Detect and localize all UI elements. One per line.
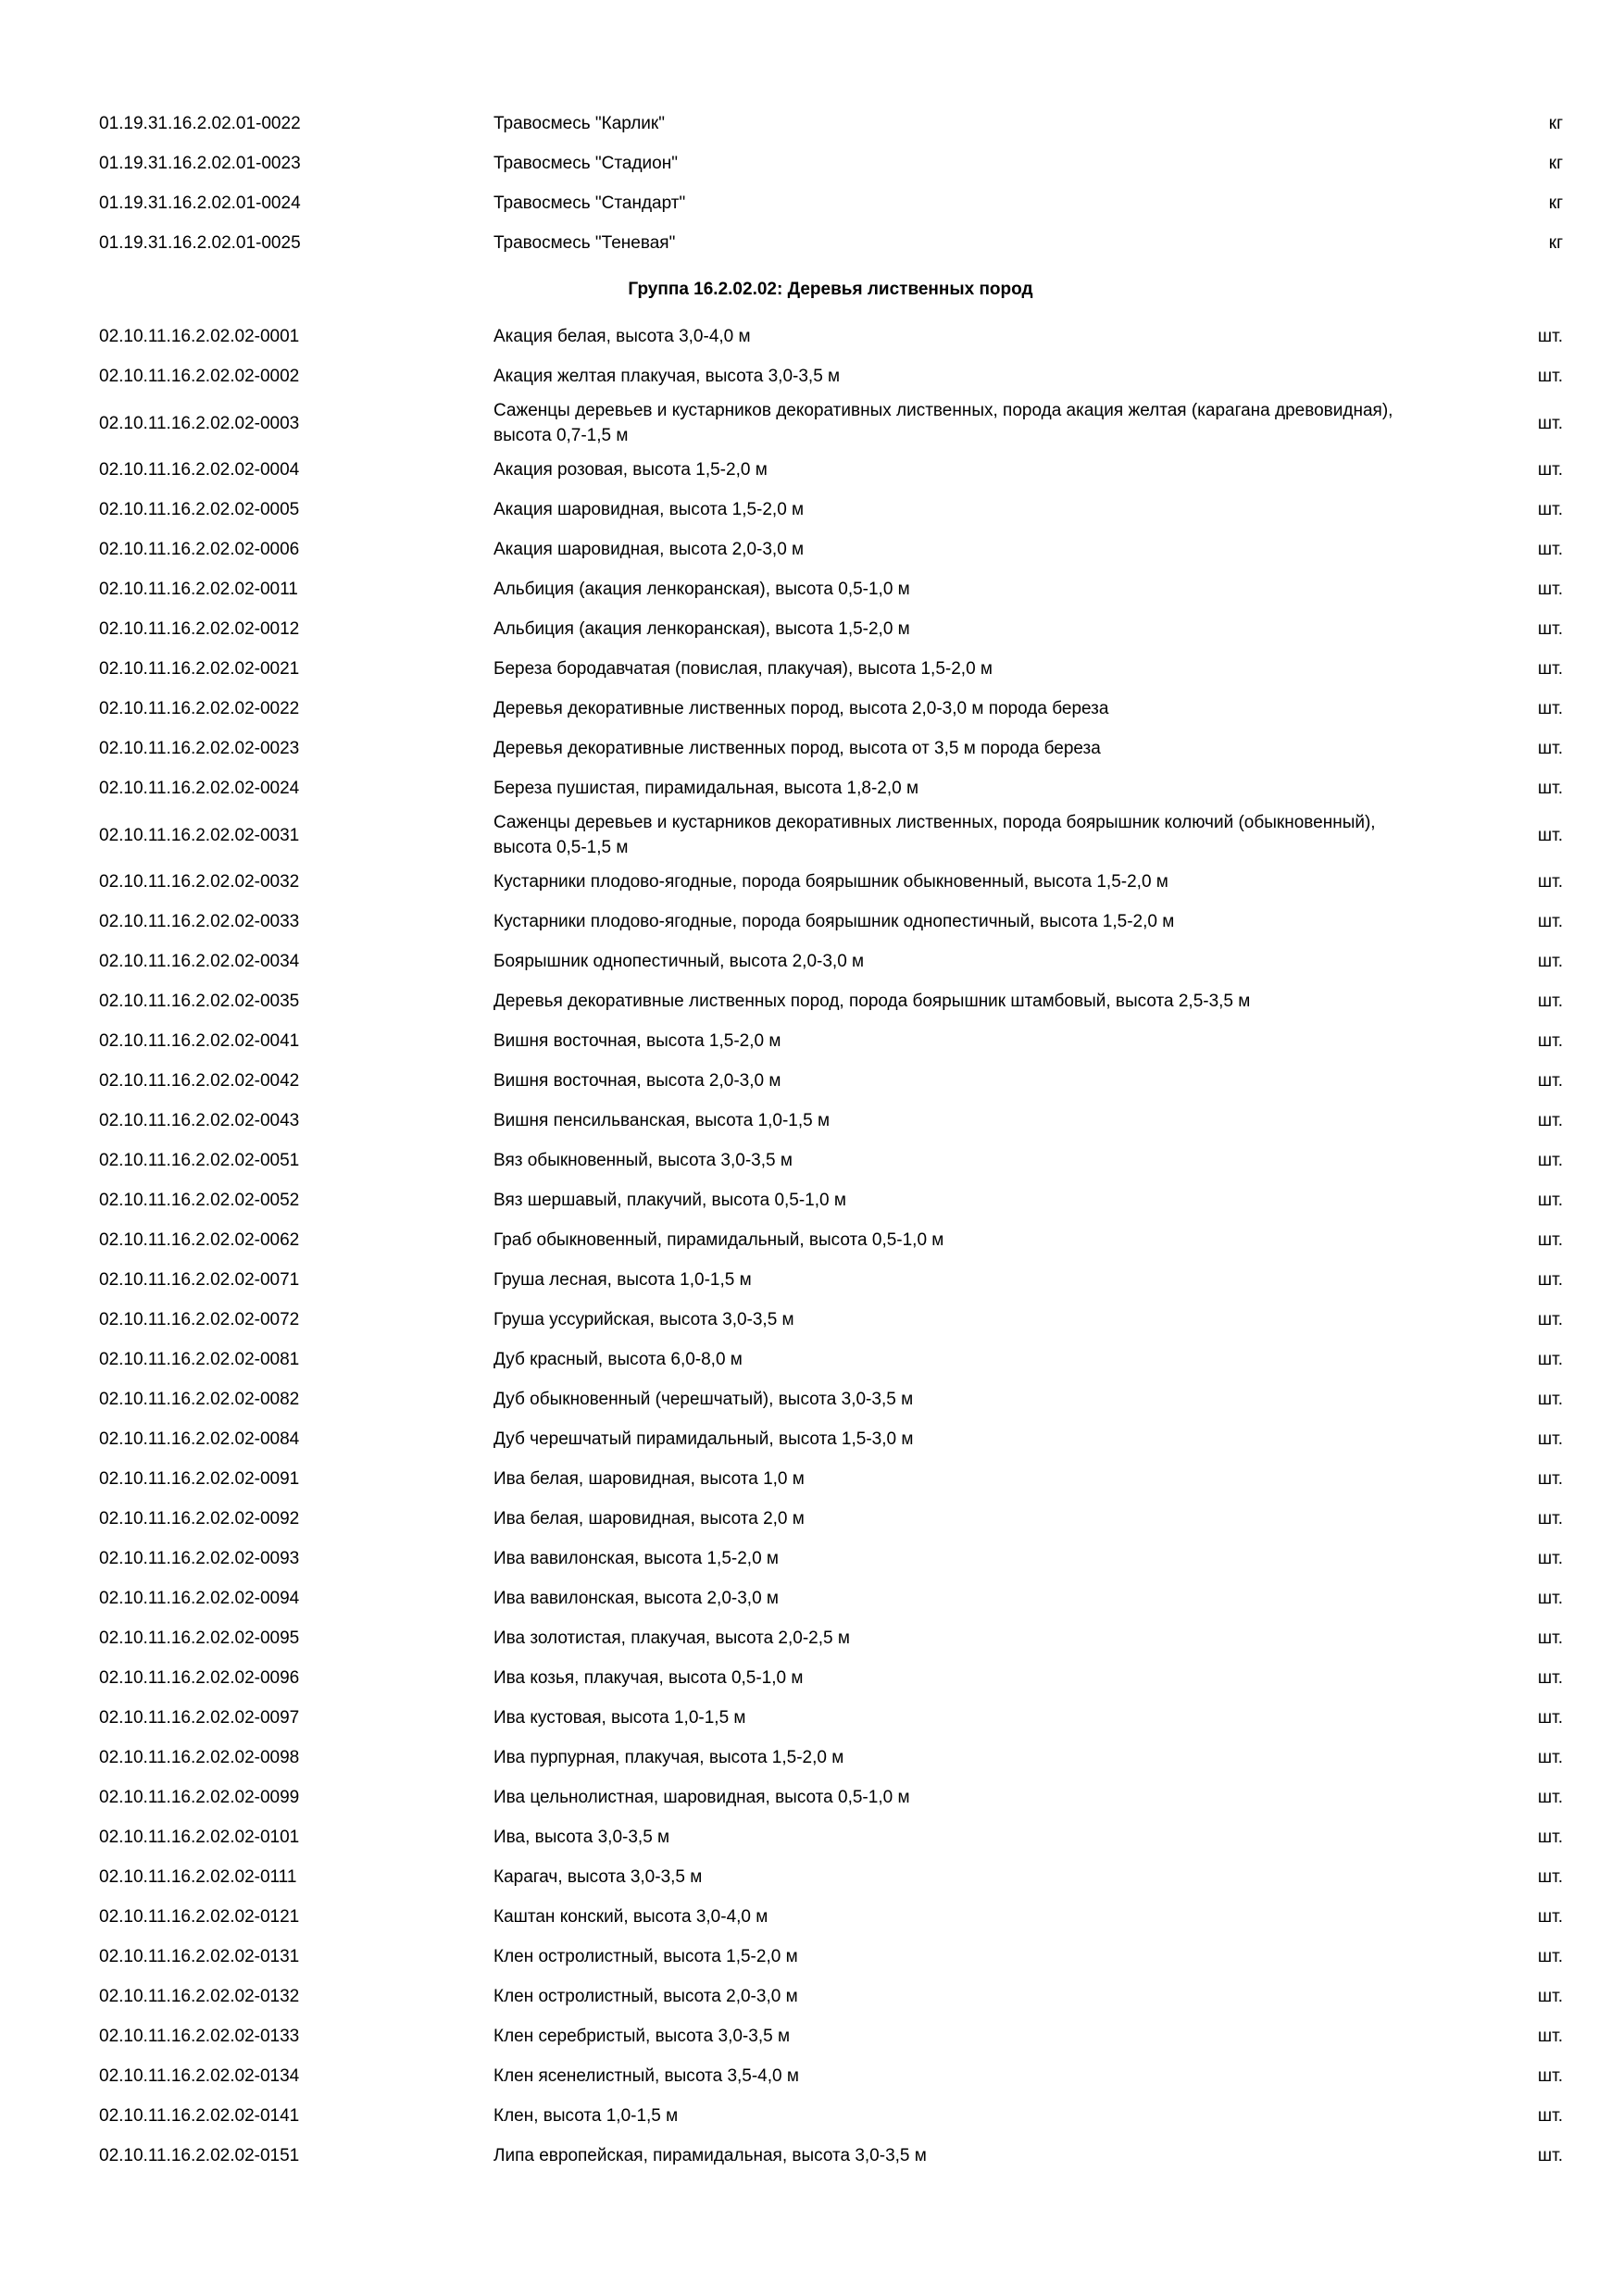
table-row (0, 1897, 1624, 1937)
table-row (0, 1578, 1624, 1618)
row-code: 02.10.11.16.2.02.02-0012 (99, 619, 300, 639)
table-row (0, 317, 1624, 356)
row-code: 02.10.11.16.2.02.02-0097 (99, 1708, 300, 1728)
row-code: 01.19.31.16.2.02.01-0025 (99, 233, 301, 253)
row-name: Береза бородавчатая (повислая, плакучая), высота 1,5-2,0 м (493, 659, 993, 679)
row-name: Кустарники плодово-ягодные, порода боярышник обыкновенный, высота 1,5-2,0 м (493, 872, 1168, 892)
document-page (0, 104, 1624, 2176)
table-row (0, 183, 1624, 223)
row-unit: кг (1548, 233, 1563, 253)
row-unit: шт. (1537, 1748, 1563, 1767)
table-row (0, 981, 1624, 1021)
row-name: Груша лесная, высота 1,0-1,5 м (493, 1270, 752, 1290)
row-unit: кг (1548, 114, 1563, 133)
row-code: 02.10.11.16.2.02.02-0133 (99, 2027, 300, 2046)
row-name: Вишня восточная, высота 1,5-2,0 м (493, 1031, 781, 1051)
row-unit: шт. (1537, 1469, 1563, 1489)
table-row (0, 569, 1624, 609)
table-row (0, 144, 1624, 183)
row-unit: шт. (1537, 1151, 1563, 1170)
table-row (0, 1817, 1624, 1857)
row-code: 02.10.11.16.2.02.02-0094 (99, 1589, 300, 1608)
table-row (0, 530, 1624, 569)
group-heading: Группа 16.2.02.02: Деревья лиственных пород (628, 280, 1033, 299)
row-unit: шт. (1537, 1788, 1563, 1807)
row-unit: шт. (1537, 1429, 1563, 1449)
row-name: Вяз шершавый, плакучий, высота 0,5-1,0 м (493, 1191, 846, 1210)
table-row (0, 2136, 1624, 2176)
row-code: 02.10.11.16.2.02.02-0041 (99, 1031, 300, 1051)
row-code: 01.19.31.16.2.02.01-0023 (99, 154, 301, 173)
row-name: Ива белая, шаровидная, высота 1,0 м (493, 1469, 805, 1489)
row-code: 02.10.11.16.2.02.02-0091 (99, 1469, 300, 1489)
table-row (0, 1778, 1624, 1817)
row-unit: шт. (1537, 367, 1563, 386)
row-name: Деревья декоративные лиственных пород, порода боярышник штамбовый, высота 2,5-3,5 м (493, 992, 1251, 1011)
table-row (0, 1658, 1624, 1698)
table-row (0, 649, 1624, 689)
row-code: 02.10.11.16.2.02.02-0003 (99, 413, 300, 433)
row-name: Карагач, высота 3,0-3,5 м (493, 1867, 703, 1887)
row-name: Акация желтая плакучая, высота 3,0-3,5 м (493, 367, 841, 386)
row-name: Вяз обыкновенный, высота 3,0-3,5 м (493, 1151, 793, 1170)
row-unit: шт. (1537, 619, 1563, 639)
table-row (0, 1021, 1624, 1061)
table-row (0, 1539, 1624, 1578)
row-code: 02.10.11.16.2.02.02-0121 (99, 1907, 300, 1927)
row-name: Саженцы деревьев и кустарников декоративных лиственных, порода боярышник колючий (обыкновенный), высота 0,5-1,5 м (493, 813, 1376, 857)
row-code: 02.10.11.16.2.02.02-0042 (99, 1071, 300, 1091)
row-unit: шт. (1537, 1947, 1563, 1966)
row-unit: шт. (1537, 1628, 1563, 1648)
row-unit: шт. (1537, 2106, 1563, 2126)
row-unit: шт. (1537, 1509, 1563, 1529)
row-code: 02.10.11.16.2.02.02-0004 (99, 460, 300, 480)
row-unit: кг (1548, 193, 1563, 213)
row-code: 02.10.11.16.2.02.02-0005 (99, 500, 300, 519)
row-name: Ива, высота 3,0-3,5 м (493, 1828, 670, 1847)
row-unit: шт. (1537, 739, 1563, 758)
row-code: 02.10.11.16.2.02.02-0011 (99, 580, 298, 599)
row-name: Ива вавилонская, высота 1,5-2,0 м (493, 1549, 779, 1568)
row-unit: шт. (1537, 2066, 1563, 2086)
row-name: Вишня восточная, высота 2,0-3,0 м (493, 1071, 781, 1091)
table-row (0, 1977, 1624, 2016)
table-row (0, 1459, 1624, 1499)
row-unit: шт. (1537, 1071, 1563, 1091)
row-code: 02.10.11.16.2.02.02-0134 (99, 2066, 300, 2086)
row-name: Клен ясенелистный, высота 3,5-4,0 м (493, 2066, 799, 2086)
row-code: 02.10.11.16.2.02.02-0023 (99, 739, 300, 758)
row-name: Кустарники плодово-ягодные, порода боярышник однопестичный, высота 1,5-2,0 м (493, 912, 1175, 931)
table-row (0, 609, 1624, 649)
row-code: 02.10.11.16.2.02.02-0031 (99, 825, 300, 845)
table-row (0, 1101, 1624, 1141)
row-code: 02.10.11.16.2.02.02-0071 (99, 1270, 300, 1290)
row-code: 02.10.11.16.2.02.02-0082 (99, 1390, 300, 1409)
row-name: Травосмесь "Карлик" (493, 114, 665, 133)
table-row (0, 1937, 1624, 1977)
row-unit: шт. (1537, 779, 1563, 798)
row-name: Вишня пенсильванская, высота 1,0-1,5 м (493, 1111, 831, 1130)
row-name: Береза пушистая, пирамидальная, высота 1,8-2,0 м (493, 779, 919, 798)
row-name: Травосмесь "Теневая" (493, 233, 676, 253)
row-name: Травосмесь "Стандарт" (493, 193, 686, 213)
row-unit: шт. (1537, 1230, 1563, 1250)
row-name: Ива козья, плакучая, высота 0,5-1,0 м (493, 1668, 804, 1688)
row-name: Альбиция (акация ленкоранская), высота 1,5-2,0 м (493, 619, 910, 639)
row-name: Акация розовая, высота 1,5-2,0 м (493, 460, 768, 480)
table-row (0, 942, 1624, 981)
row-name: Ива белая, шаровидная, высота 2,0 м (493, 1509, 805, 1529)
row-code: 02.10.11.16.2.02.02-0051 (99, 1151, 300, 1170)
row-code: 02.10.11.16.2.02.02-0035 (99, 992, 300, 1011)
row-code: 02.10.11.16.2.02.02-0101 (99, 1828, 300, 1847)
table-row (0, 1340, 1624, 1379)
row-unit: шт. (1537, 327, 1563, 346)
row-unit: шт. (1537, 1589, 1563, 1608)
row-code: 02.10.11.16.2.02.02-0006 (99, 540, 300, 559)
row-name: Саженцы деревьев и кустарников декоративных лиственных, порода акация желтая (карагана древовидная), высота 0,7-1,5 м (493, 401, 1393, 445)
row-name: Акация белая, высота 3,0-4,0 м (493, 327, 751, 346)
table-row (0, 450, 1624, 490)
row-name: Альбиция (акация ленкоранская), высота 0,5-1,0 м (493, 580, 910, 599)
row-unit: шт. (1537, 1191, 1563, 1210)
row-code: 02.10.11.16.2.02.02-0132 (99, 1987, 300, 2006)
row-unit: шт. (1537, 1310, 1563, 1329)
table-row (0, 490, 1624, 530)
row-code: 02.10.11.16.2.02.02-0052 (99, 1191, 300, 1210)
row-unit: шт. (1537, 2027, 1563, 2046)
table-top-section (0, 104, 1624, 263)
row-code: 01.19.31.16.2.02.01-0024 (99, 193, 301, 213)
row-unit: шт. (1537, 952, 1563, 971)
row-unit: шт. (1537, 1708, 1563, 1728)
row-name: Ива золотистая, плакучая, высота 2,0-2,5 м (493, 1628, 850, 1648)
row-name: Дуб красный, высота 6,0-8,0 м (493, 1350, 743, 1369)
row-unit: шт. (1537, 1031, 1563, 1051)
row-name: Дуб черешчатый пирамидальный, высота 1,5-3,0 м (493, 1429, 914, 1449)
row-name: Клен серебристый, высота 3,0-3,5 м (493, 2027, 791, 2046)
row-code: 01.19.31.16.2.02.01-0022 (99, 114, 301, 133)
row-name: Боярышник однопестичный, высота 2,0-3,0 м (493, 952, 865, 971)
row-code: 02.10.11.16.2.02.02-0072 (99, 1310, 300, 1329)
row-name: Травосмесь "Стадион" (493, 154, 678, 173)
table-row (0, 2016, 1624, 2056)
row-unit: шт. (1537, 1111, 1563, 1130)
row-unit: шт. (1537, 460, 1563, 480)
table-row (0, 2096, 1624, 2136)
row-name: Деревья декоративные лиственных пород, высота от 3,5 м порода береза (493, 739, 1101, 758)
table-row (0, 1419, 1624, 1459)
row-unit: шт. (1537, 500, 1563, 519)
row-name: Ива цельнолистная, шаровидная, высота 0,5-1,0 м (493, 1788, 910, 1807)
row-unit: шт. (1537, 580, 1563, 599)
row-name: Груша уссурийская, высота 3,0-3,5 м (493, 1310, 794, 1329)
row-name: Дуб обыкновенный (черешчатый), высота 3,0-3,5 м (493, 1390, 914, 1409)
row-unit: шт. (1537, 540, 1563, 559)
row-unit: шт. (1537, 1867, 1563, 1887)
table-row (0, 1698, 1624, 1738)
row-name: Клен остролистный, высота 2,0-3,0 м (493, 1987, 798, 2006)
row-unit: шт. (1537, 912, 1563, 931)
row-code: 02.10.11.16.2.02.02-0111 (99, 1867, 297, 1887)
row-code: 02.10.11.16.2.02.02-0092 (99, 1509, 300, 1529)
row-code: 02.10.11.16.2.02.02-0033 (99, 912, 300, 931)
row-unit: шт. (1537, 699, 1563, 718)
row-code: 02.10.11.16.2.02.02-0081 (99, 1350, 300, 1369)
row-code: 02.10.11.16.2.02.02-0024 (99, 779, 300, 798)
row-code: 02.10.11.16.2.02.02-0098 (99, 1748, 300, 1767)
row-name: Каштан конский, высота 3,0-4,0 м (493, 1907, 768, 1927)
table-row (0, 729, 1624, 768)
table-row (0, 1499, 1624, 1539)
row-code: 02.10.11.16.2.02.02-0062 (99, 1230, 300, 1250)
table-row (0, 356, 1624, 396)
table-row (0, 1857, 1624, 1897)
row-code: 02.10.11.16.2.02.02-0001 (99, 327, 300, 346)
row-unit: шт. (1537, 1987, 1563, 2006)
table-row (0, 1180, 1624, 1220)
row-unit: шт. (1537, 1668, 1563, 1688)
row-code: 02.10.11.16.2.02.02-0099 (99, 1788, 300, 1807)
row-unit: шт. (1537, 2146, 1563, 2165)
table-row (0, 1300, 1624, 1340)
table-row (0, 689, 1624, 729)
row-unit: шт. (1537, 992, 1563, 1011)
row-code: 02.10.11.16.2.02.02-0096 (99, 1668, 300, 1688)
table-main-section (0, 317, 1624, 2176)
row-unit: шт. (1537, 1270, 1563, 1290)
table-row (0, 862, 1624, 902)
row-name: Липа европейская, пирамидальная, высота 3,0-3,5 м (493, 2146, 927, 2165)
row-unit: шт. (1537, 413, 1563, 433)
row-code: 02.10.11.16.2.02.02-0032 (99, 872, 300, 892)
row-name: Ива вавилонская, высота 2,0-3,0 м (493, 1589, 779, 1608)
table-row (0, 1260, 1624, 1300)
table-row (0, 1141, 1624, 1180)
table-row (0, 223, 1624, 263)
row-unit: шт. (1537, 1350, 1563, 1369)
row-code: 02.10.11.16.2.02.02-0131 (99, 1947, 300, 1966)
table-row (0, 1379, 1624, 1419)
table-row (0, 902, 1624, 942)
row-code: 02.10.11.16.2.02.02-0002 (99, 367, 300, 386)
row-code: 02.10.11.16.2.02.02-0141 (99, 2106, 300, 2126)
table-row (0, 2056, 1624, 2096)
row-unit: кг (1548, 154, 1563, 173)
row-unit: шт. (1537, 1828, 1563, 1847)
table-row (0, 104, 1624, 144)
row-name: Клен остролистный, высота 1,5-2,0 м (493, 1947, 798, 1966)
row-unit: шт. (1537, 659, 1563, 679)
row-name: Ива пурпурная, плакучая, высота 1,5-2,0 м (493, 1748, 844, 1767)
row-unit: шт. (1537, 825, 1563, 845)
row-code: 02.10.11.16.2.02.02-0095 (99, 1628, 300, 1648)
row-code: 02.10.11.16.2.02.02-0022 (99, 699, 300, 718)
row-unit: шт. (1537, 872, 1563, 892)
row-name: Акация шаровидная, высота 1,5-2,0 м (493, 500, 805, 519)
row-code: 02.10.11.16.2.02.02-0084 (99, 1429, 300, 1449)
row-name: Ива кустовая, высота 1,0-1,5 м (493, 1708, 746, 1728)
row-name: Деревья декоративные лиственных пород, высота 2,0-3,0 м порода береза (493, 699, 1109, 718)
row-unit: шт. (1537, 1907, 1563, 1927)
table-row (0, 768, 1624, 808)
row-code: 02.10.11.16.2.02.02-0021 (99, 659, 300, 679)
row-code: 02.10.11.16.2.02.02-0034 (99, 952, 300, 971)
table-row (0, 1738, 1624, 1778)
row-code: 02.10.11.16.2.02.02-0043 (99, 1111, 300, 1130)
row-unit: шт. (1537, 1549, 1563, 1568)
table-row (0, 1618, 1624, 1658)
row-name: Клен, высота 1,0-1,5 м (493, 2106, 679, 2126)
row-name: Граб обыкновенный, пирамидальный, высота 0,5-1,0 м (493, 1230, 944, 1250)
row-code: 02.10.11.16.2.02.02-0093 (99, 1549, 300, 1568)
row-name: Акация шаровидная, высота 2,0-3,0 м (493, 540, 805, 559)
table-row (0, 1061, 1624, 1101)
row-code: 02.10.11.16.2.02.02-0151 (99, 2146, 300, 2165)
table-row (0, 396, 1624, 450)
table-row (0, 808, 1624, 862)
table-row (0, 1220, 1624, 1260)
row-unit: шт. (1537, 1390, 1563, 1409)
